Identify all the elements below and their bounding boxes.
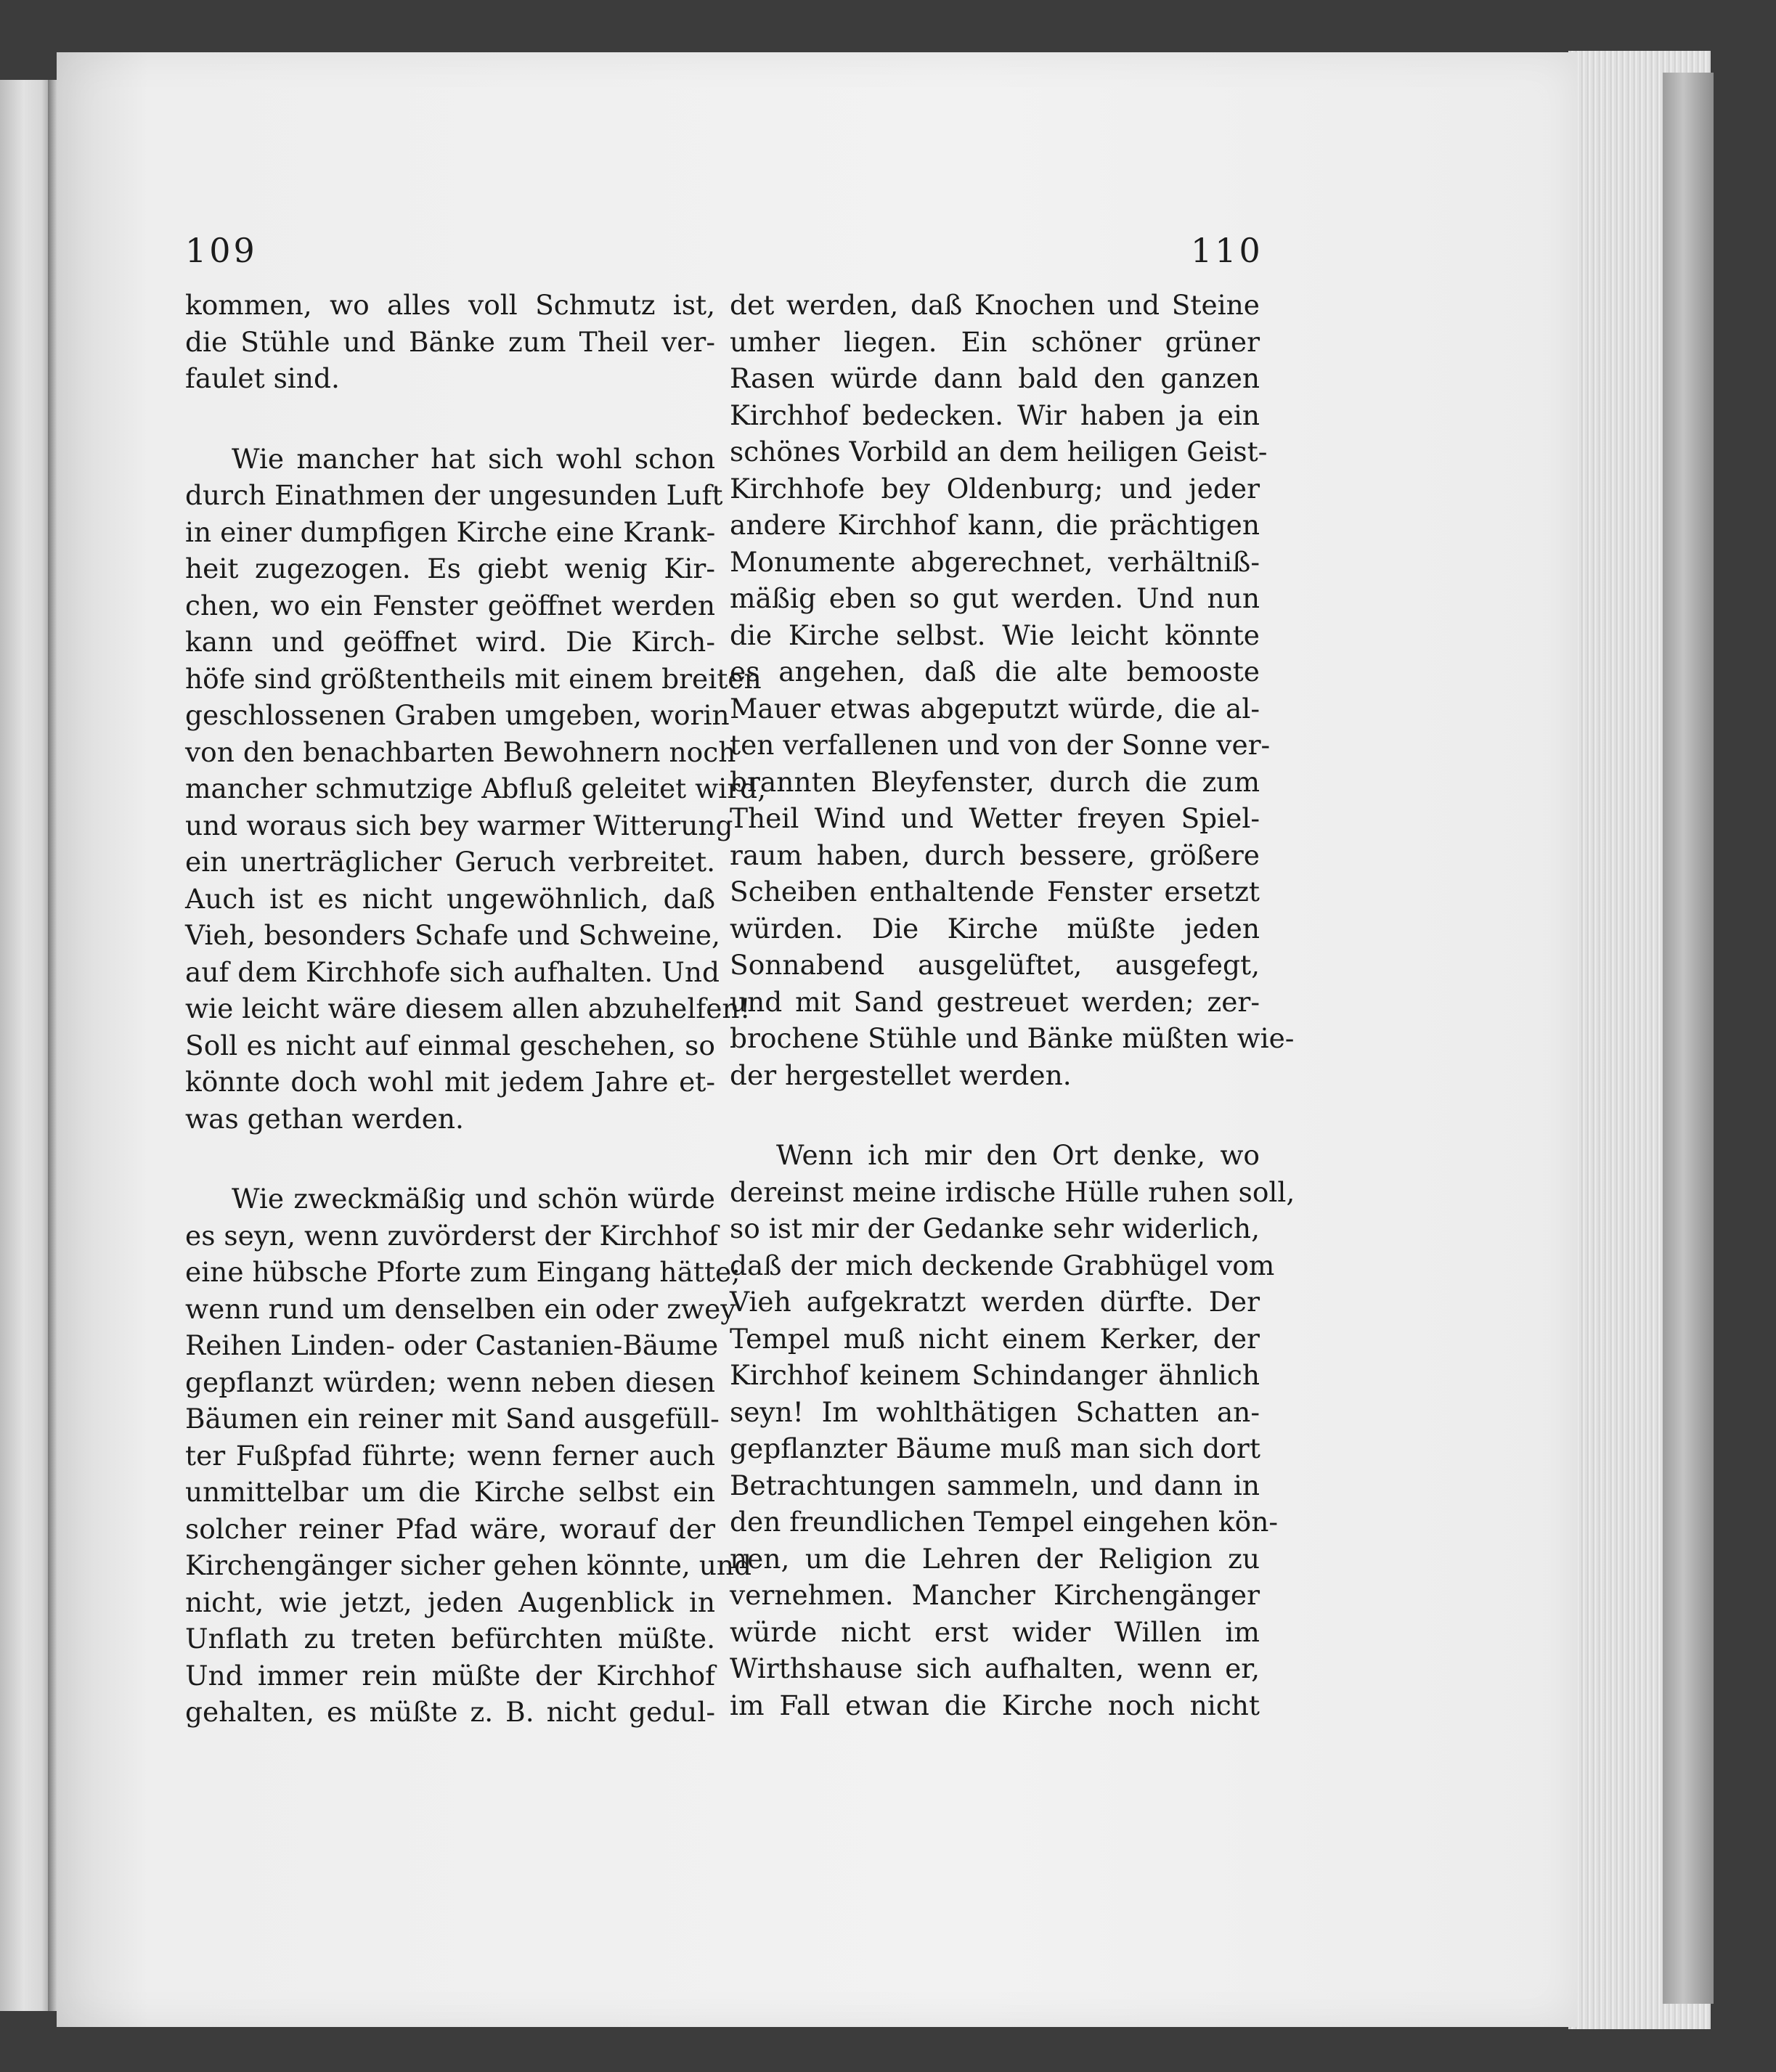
text-line: Kirchengänger sicher gehen könnte, und <box>185 1549 752 1581</box>
text-line: gehalten, es müßte z. B. nicht gedul- <box>185 1696 715 1728</box>
paragraph-gap <box>185 397 715 441</box>
text-line: was gethan werden. <box>185 1102 464 1135</box>
text-line: Soll es nicht auf einmal geschehen, so <box>185 1029 715 1061</box>
text-line: kann und geöffnet wird. Die Kirch- <box>185 626 715 658</box>
paragraph-gap <box>185 1137 715 1180</box>
text-line: die Stühle und Bänke zum Theil ver- <box>185 325 715 358</box>
text-line: und woraus sich bey warmer Witterung <box>185 809 733 841</box>
text-line: Rasen würde dann bald den ganzen <box>730 362 1260 394</box>
text-line: kommen, wo alles voll Schmutz ist, <box>185 289 715 321</box>
text-line: Wie mancher hat sich wohl schon <box>232 442 715 475</box>
text-line: gepflanzt würden; wenn neben diesen <box>185 1366 715 1398</box>
text-line: Bäumen ein reiner mit Sand ausgefüll- <box>185 1403 720 1435</box>
text-line: chen, wo ein Fenster geöffnet werden <box>185 589 715 621</box>
text-line: von den benachbarten Bewohnern noch <box>185 735 736 768</box>
text-line: Monumente abgerechnet, verhältniß- <box>730 545 1260 578</box>
text-line: umher liegen. Ein schöner grüner <box>730 325 1260 358</box>
text-line: Reihen Linden- oder Castanien-Bäume <box>185 1329 719 1361</box>
text-line: gepflanzter Bäume muß man sich dort <box>730 1432 1260 1464</box>
text-line: mancher schmutzige Abfluß geleitet wird, <box>185 772 767 804</box>
text-line: raum haben, durch bessere, größere <box>730 839 1260 871</box>
text-line: Auch ist es nicht ungewöhnlich, daß <box>185 882 715 915</box>
text-line: Theil Wind und Wetter freyen Spiel- <box>730 802 1260 834</box>
text-line: faulet sind. <box>185 362 340 394</box>
text-line: den freundlichen Tempel eingehen kön- <box>730 1506 1279 1538</box>
text-line: Und immer rein müßte der Kirchhof <box>185 1659 715 1692</box>
text-line: höfe sind größtentheils mit einem breiten <box>185 662 762 695</box>
text-line: und mit Sand gestreuet werden; zer- <box>730 985 1260 1018</box>
text-line: brannten Bleyfenster, durch die zum <box>730 765 1260 798</box>
text-line: Scheiben enthaltende Fenster ersetzt <box>730 876 1260 907</box>
text-line: in einer dumpfigen Kirche eine Krank- <box>185 515 716 548</box>
text-line: schönes Vorbild an dem heiligen Geist- <box>730 436 1268 468</box>
paragraph-gap <box>730 1093 1260 1137</box>
text-line: würde nicht erst wider Willen im <box>730 1615 1260 1648</box>
text-line: heit zugezogen. Es giebt wenig Kir- <box>185 552 715 584</box>
text-line: es seyn, wenn zuvörderst der Kirchhof <box>185 1219 719 1252</box>
text-line: so ist mir der Gedanke sehr widerlich, <box>730 1212 1260 1244</box>
text-line: Betrachtungen sammeln, und dann in <box>730 1469 1260 1501</box>
text-column-left <box>185 287 767 1731</box>
text-line: ter Fußpfad führte; wenn ferner auch <box>185 1439 715 1472</box>
text-line: geschlossenen Graben umgeben, worin <box>185 699 730 731</box>
text-line: Kirchhofe bey Oldenburg; und jeder <box>730 472 1260 505</box>
text-line: wenn rund um denselben ein oder zwey <box>185 1292 736 1325</box>
text-line: daß der mich deckende Grabhügel vom <box>730 1249 1275 1281</box>
text-line: unmittelbar um die Kirche selbst ein <box>185 1476 715 1508</box>
text-line: andere Kirchhof kann, die prächtigen <box>730 509 1260 541</box>
text-column-right <box>730 287 1295 1724</box>
text-line: auf dem Kirchhofe sich aufhalten. Und <box>185 955 720 988</box>
text-line: nicht, wie jetzt, jeden Augenblick in <box>185 1586 715 1618</box>
text-line: brochene Stühle und Bänke müßten wie- <box>730 1022 1295 1054</box>
left-facing-page-edge <box>0 80 52 2011</box>
text-line: im Fall etwan die Kirche noch nicht <box>730 1689 1260 1721</box>
text-line: nen, um die Lehren der Religion zu <box>730 1542 1260 1575</box>
text-line: eine hübsche Pforte zum Eingang hätte; <box>185 1256 741 1288</box>
text-line: Wirthshause sich aufhalten, wenn er, <box>730 1652 1260 1684</box>
text-line: Unflath zu treten befürchten müßte. <box>185 1623 715 1655</box>
text-line: Wenn ich mir den Ort denke, wo <box>776 1139 1260 1171</box>
text-line: Vieh, besonders Schafe und Schweine, <box>185 919 720 951</box>
book-cover-edge <box>1663 73 1714 2004</box>
text-line: det werden, daß Knochen und Steine <box>730 289 1260 321</box>
text-line: könnte doch wohl mit jedem Jahre et- <box>185 1066 715 1098</box>
text-line: der hergestellet werden. <box>730 1059 1072 1091</box>
text-line: seyn! Im wohlthätigen Schatten an- <box>730 1395 1260 1428</box>
text-line: Tempel muß nicht einem Kerker, der <box>730 1322 1260 1355</box>
text-line: Sonnabend ausgelüftet, ausgefegt, <box>730 949 1260 981</box>
text-line: würden. Die Kirche müßte jeden <box>730 912 1260 945</box>
text-line: es angehen, daß die alte bemooste <box>730 656 1260 688</box>
text-line: Wie zweckmäßig und schön würde <box>232 1183 715 1215</box>
text-line: dereinst meine irdische Hülle ruhen soll, <box>730 1175 1295 1208</box>
text-line: Vieh aufgekratzt werden dürfte. Der <box>730 1286 1260 1318</box>
text-line: Mauer etwas abgeputzt würde, die al- <box>730 692 1260 725</box>
text-line: wie leicht wäre diesem allen abzuhelfen! <box>185 992 751 1024</box>
page-number-right: 110 <box>1191 231 1263 270</box>
text-line: die Kirche selbst. Wie leicht könnte <box>730 619 1260 651</box>
text-line: ein unerträglicher Geruch verbreitet. <box>185 846 715 878</box>
text-line: Kirchhof keinem Schindanger ähnlich <box>730 1359 1260 1391</box>
text-line: vernehmen. Mancher Kirchengänger <box>730 1579 1260 1611</box>
text-line: ten verfallenen und von der Sonne ver- <box>730 729 1271 761</box>
text-line: solcher reiner Pfad wäre, worauf der <box>185 1512 715 1545</box>
text-line: Kirchhof bedecken. Wir haben ja ein <box>730 399 1260 431</box>
text-line: mäßig eben so gut werden. Und nun <box>730 582 1260 614</box>
text-line: durch Einathmen der ungesunden Luft <box>185 479 723 511</box>
page-number-left: 109 <box>185 231 258 270</box>
